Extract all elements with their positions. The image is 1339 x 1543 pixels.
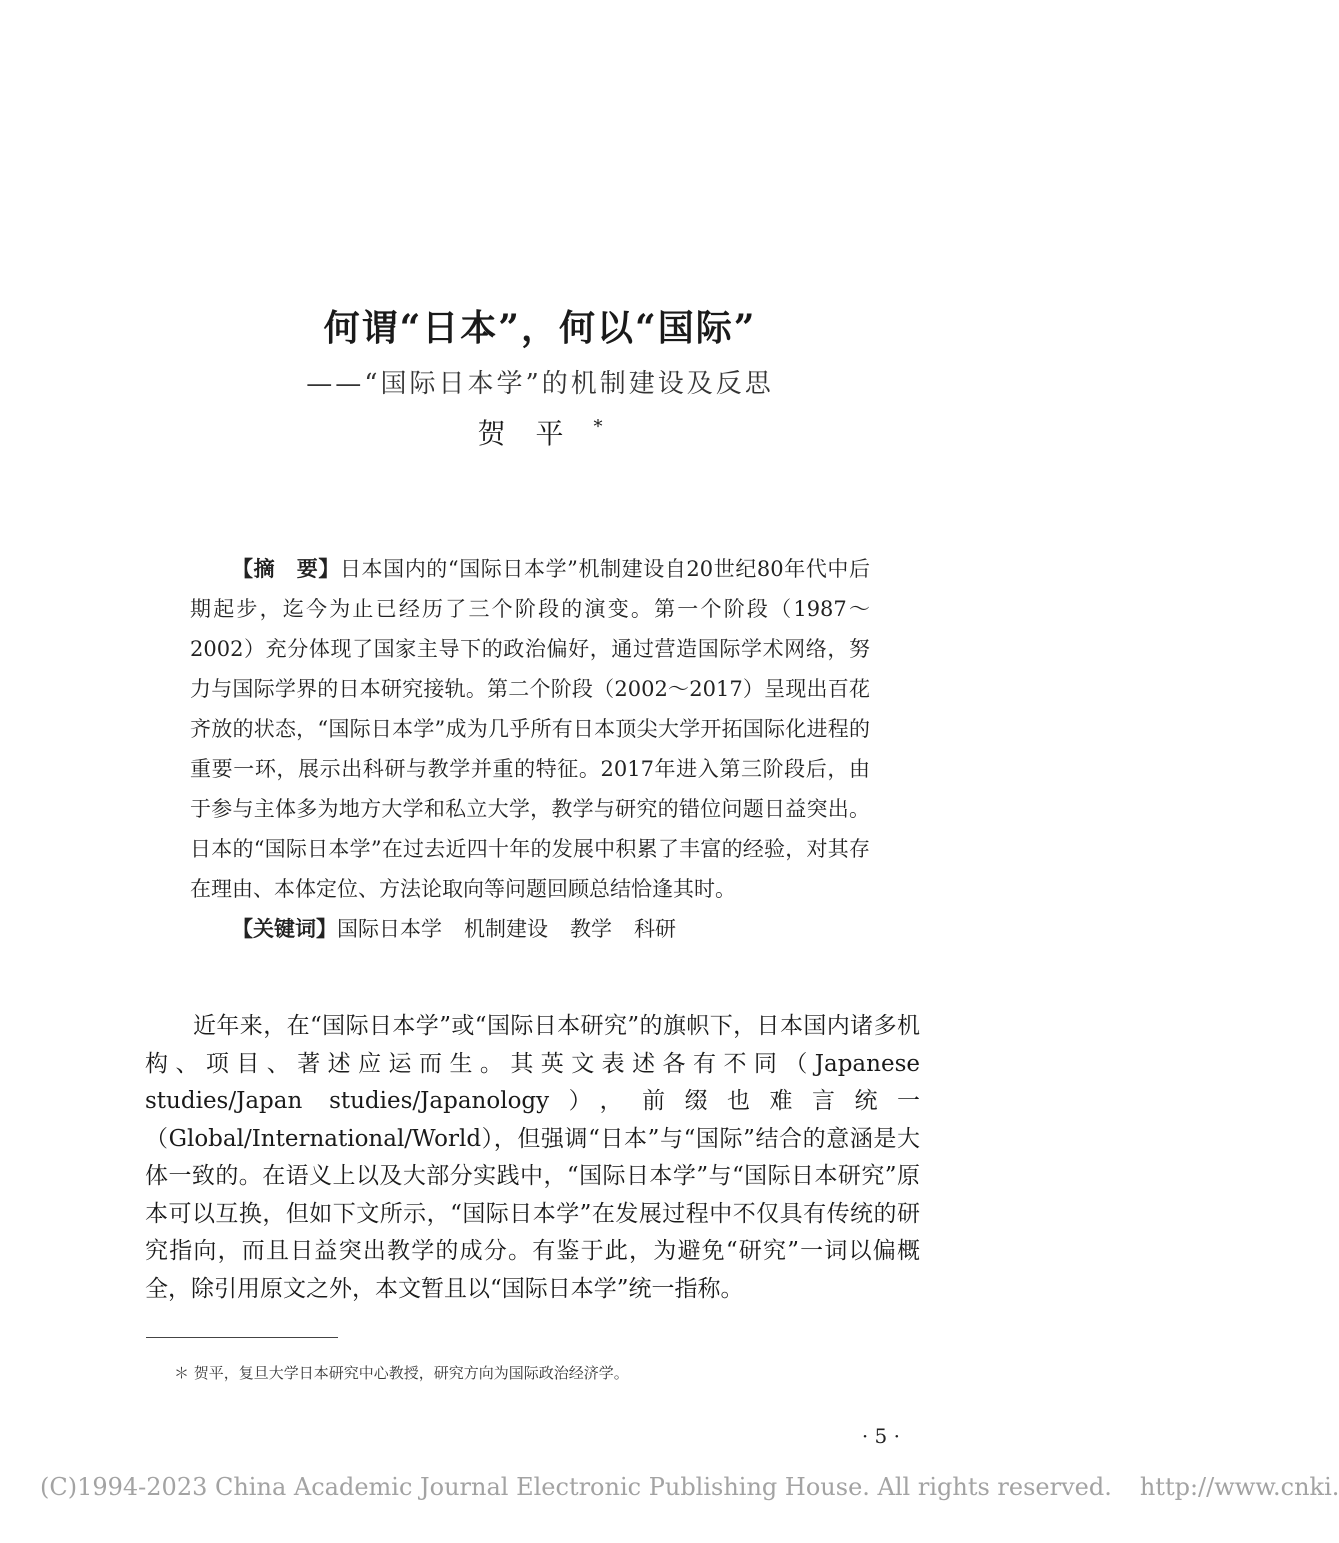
footnote: ＊ 贺平，复旦大学日本研究中心教授，研究方向为国际政治经济学。 <box>174 1364 629 1382</box>
article-subtitle: ——“国际日本学”的机制建设及反思 <box>306 369 774 399</box>
keywords-line <box>190 909 870 949</box>
body-paragraph: 近年来，在“国际日本学”或“国际日本研究”的旗帜下，日本国内诸多机构、项目、著述应运而生。其英文表述各有不同（Japanese studies/Japan studies/Japanology），前缀也难言统一（Global/International/World），但强调“日本”与“国际”结合的意涵是大体一致的。在语义上以及大部分实践中，“国际日本学”与“国际日本研究”原本可以互换，但如下文所示，“国际日本学”在发展过程中不仅具有传统的研究指向，而且日益突出教学的成分。有鉴于此，为避免“研究”一词以偏概全，除引用原文之外，本文暂且以“国际日本学”统一指称。 <box>145 1013 920 1302</box>
cnki-url: http://www.cnki. <box>1139 1473 1339 1501</box>
author-name: 贺平 <box>477 417 594 450</box>
author-footnote-mark: * <box>593 416 603 438</box>
author-line <box>0 412 1080 452</box>
copyright-text: (C)1994-2023 China Academic Journal Electronic Publishing House. All rights reserved. <box>40 1473 1112 1501</box>
copyright-watermark <box>40 1473 1339 1501</box>
abstract-paragraph <box>190 549 870 909</box>
keyword-item: 机制建设 <box>464 917 548 941</box>
abstract-label: 【摘 要】 <box>232 556 340 581</box>
body-text <box>145 1008 920 1308</box>
keyword-item: 国际日本学 <box>337 917 442 941</box>
keyword-item: 科研 <box>634 917 676 941</box>
abstract-block <box>190 549 870 949</box>
keywords-label: 【关键词】 <box>232 916 337 941</box>
footnote-divider <box>146 1337 338 1338</box>
page-number: · 5 · <box>861 1424 900 1448</box>
abstract-text: 日本国内的“国际日本学”机制建设自20世纪80年代中后期起步，迄今为止已经历了三个阶段的演变。第一个阶段（1987～2002）充分体现了国家主导下的政治偏好，通过营造国际学术网络，努力与国际学界的日本研究接轨。第二个阶段（2002～2017）呈现出百花齐放的状态，“国际日本学”成为几乎所有日本顶尖大学开拓国际化进程的重要一环，展示出科研与教学并重的特征。2017年进入第三阶段后，由于参与主体多为地方大学和私立大学，教学与研究的错位问题日益突出。日本的“国际日本学”在过去近四十年的发展中积累了丰富的经验，对其存在理由、本体定位、方法论取向等问题回顾总结恰逢其时。 <box>190 557 870 901</box>
keyword-item: 教学 <box>570 917 612 941</box>
article-title: 何谓“日本”，何以“国际” <box>323 307 757 349</box>
